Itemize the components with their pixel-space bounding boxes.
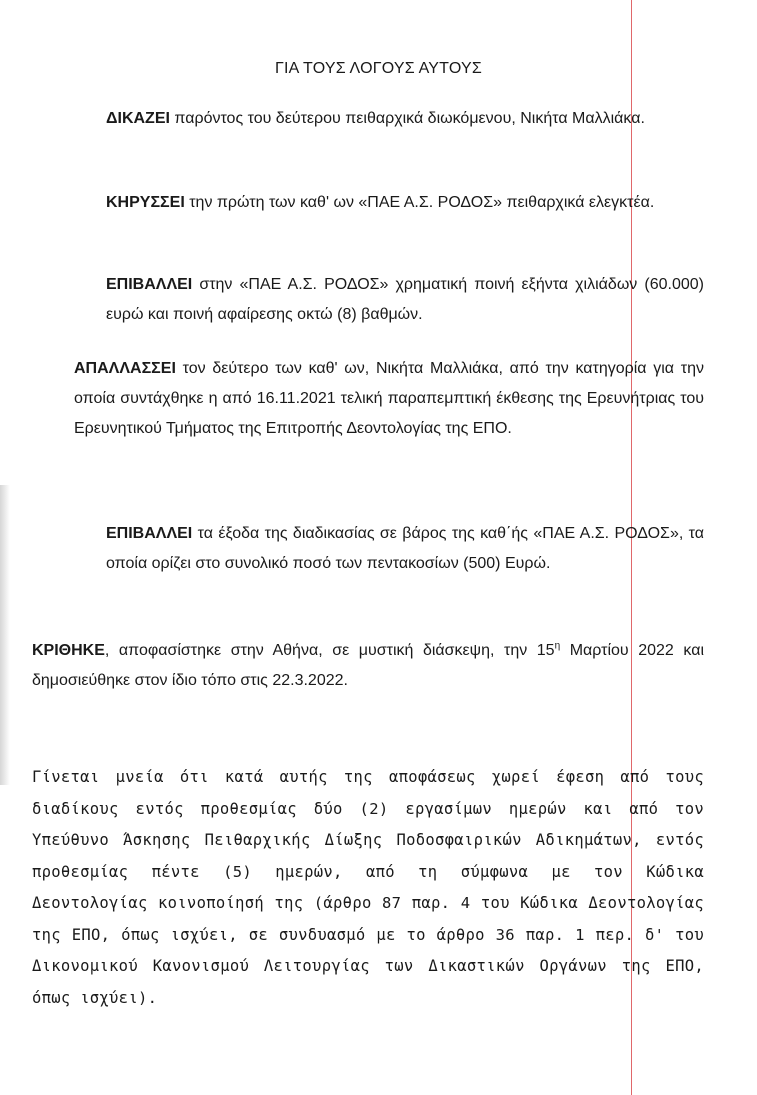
paragraph-imposes-penalty: [32, 270, 704, 330]
paragraph-lead: ΕΠΙΒΑΛΛΕΙ: [106, 525, 193, 542]
paragraph-text: Μαρτίου 2022 και δημοσιεύθηκε στον ίδιο τόπο στις 22.3.2022.: [32, 642, 705, 689]
paragraph-text: στην «ΠΑΕ Α.Σ. ΡΟΔΟΣ» χρηματική ποινή εξήντα χιλιάδων (60.000) ευρώ και ποινή αφαίρεσης οκτώ (8) βαθμών.: [106, 276, 704, 323]
paragraph-declares: [32, 188, 704, 218]
paragraph-decided: [32, 636, 704, 696]
paragraph-acquits: [32, 354, 704, 444]
page-edge-shadow: [0, 485, 10, 785]
paragraph-lead: ΕΠΙΒΑΛΛΕΙ: [106, 276, 193, 293]
paragraph-lead: ΚΗΡΥΣΣΕΙ: [106, 194, 185, 211]
appeal-notice: Γίνεται μνεία ότι κατά αυτής της αποφάσεως χωρεί έφεση από τους διαδίκους εντός προθεσμίας δύο (2) εργασίμων ημερών και από τον Υπεύθυνο Άσκησης Πειθαρχικής Δίωξης Ποδοσφαιρικών Αδικημάτων, εντός προθεσμίας πέντε (5) ημερών, από τη σύμφωνα με τον Κώδικα Δεοντολογίας κοινοποίησή της (άρθρο 87 παρ. 4 του Κώδικα Δεοντολογίας της ΕΠΟ, όπως ισχύει, σε συνδυασμό με το άρθρο 36 παρ. 1 περ. δ' του Δικονομικού Κανονισμού Λειτουργίας των Δικαστικών Οργάνων της ΕΠΟ, όπως ισχύει).: [32, 768, 704, 1007]
date-superscript: η: [554, 640, 561, 652]
paragraph-text: τα έξοδα της διαδικασίας σε βάρος της καθ΄ής «ΠΑΕ Α.Σ. ΡΟΔΟΣ», τα οποία ορίζει στο συνολικό ποσό των πεντακοσίων (500) Ευρώ.: [106, 525, 704, 572]
paragraph-adjudicates: [32, 104, 704, 134]
paragraph-text: την πρώτη των καθ' ων «ΠΑΕ Α.Σ. ΡΟΔΟΣ» πειθαρχικά ελεγκτέα.: [184, 194, 655, 211]
paragraph-text: τον δεύτερο των καθ' ων, Νικήτα Μαλλιάκα, από την κατηγορία για την οποία συντάχθηκε η από 16.11.2021 τελική παραπεμπτική έκθεσης της Ερευνήτριας του Ερευνητικού Τμήματος της Επιτροπής Δεοντολογίας της ΕΠΟ.: [74, 360, 704, 437]
paragraph-imposes-costs: [32, 519, 704, 579]
paragraph-lead: ΔΙΚΑΖΕΙ: [106, 110, 170, 127]
paragraph-lead: ΑΠΑΛΛΑΣΣΕΙ: [74, 360, 176, 377]
paragraph-lead: ΚΡΙΘΗΚΕ: [32, 642, 105, 659]
section-heading: ΓΙΑ ΤΟΥΣ ΛΟΓΟΥΣ ΑΥΤΟΥΣ: [275, 60, 482, 77]
paragraph-text: παρόντος του δεύτερου πειθαρχικά διωκόμενου, Νικήτα Μαλλιάκα.: [169, 110, 645, 127]
paragraph-text: , αποφασίστηκε στην Αθήνα, σε μυστική διάσκεψη, την 15: [104, 642, 555, 659]
